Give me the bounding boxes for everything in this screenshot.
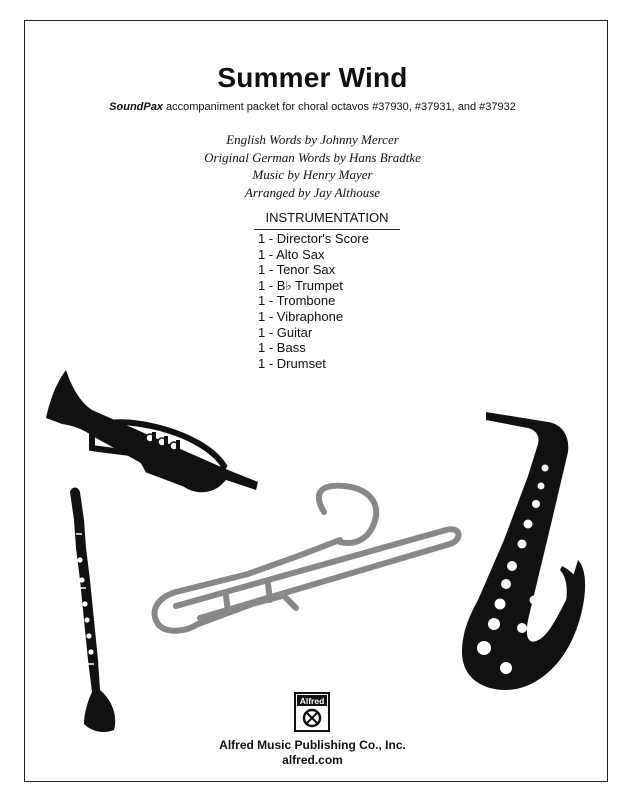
item-name: Trombone [276,293,336,309]
credit-english-words: English Words by Johnny Mercer [226,132,399,147]
item-quantity: 1 [258,324,266,340]
item-name: Guitar [276,324,313,340]
item-name: Drumset [276,355,326,371]
item-name: B♭ Trumpet [276,277,343,293]
alfred-logo-text: Alfred [299,696,325,706]
publisher-url[interactable]: alfred.com [282,753,343,767]
instrumentation-heading: INSTRUMENTATION [254,210,400,230]
list-item: 1 - Trombone [258,293,336,309]
item-quantity: 1 [258,246,266,262]
publisher-name: Alfred Music Publishing Co., Inc. [219,738,406,752]
item-name: Tenor Sax [276,262,336,278]
item-quantity: 1 [258,262,266,278]
credit-music: Music by Henry Mayer [252,167,373,182]
item-quantity: 1 [258,340,266,356]
trumpet-icon [46,370,258,492]
trombone-icon [155,486,459,631]
item-quantity: 1 [258,308,266,324]
item-name: Director's Score [276,231,369,246]
list-item: 1 - B♭ Trumpet [258,277,343,293]
item-quantity: 1 [258,231,266,246]
credit-german-words: Original German Words by Hans Bradtke [204,149,421,165]
item-name: Bass [276,340,306,356]
list-item: 1 - Alto Sax [258,246,325,262]
packet-description-text: accompaniment packet for choral octavos #37930, #37931, and #37932 [162,101,516,113]
item-quantity: 1 [258,277,266,293]
list-item: 1 - Tenor Sax [258,262,336,278]
soundpax-brand: SoundPax [109,101,163,113]
alfred-logo [294,692,330,732]
song-title: Summer Wind [217,62,408,93]
credit-arranger: Arranged by Jay Althouse [244,184,381,200]
list-item: 1 - Director's Score [258,231,369,246]
list-item: 1 - Drumset [258,355,326,371]
item-quantity: 1 [258,293,266,309]
list-item: 1 - Vibraphone [258,308,344,324]
item-name: Vibraphone [276,308,344,324]
saxophone-icon [462,412,585,690]
item-name: Alto Sax [276,246,325,262]
list-item: 1 - Bass [258,340,306,356]
item-quantity: 1 [258,355,266,371]
list-item: 1 - Guitar [258,324,313,340]
clarinet-icon [70,488,115,733]
